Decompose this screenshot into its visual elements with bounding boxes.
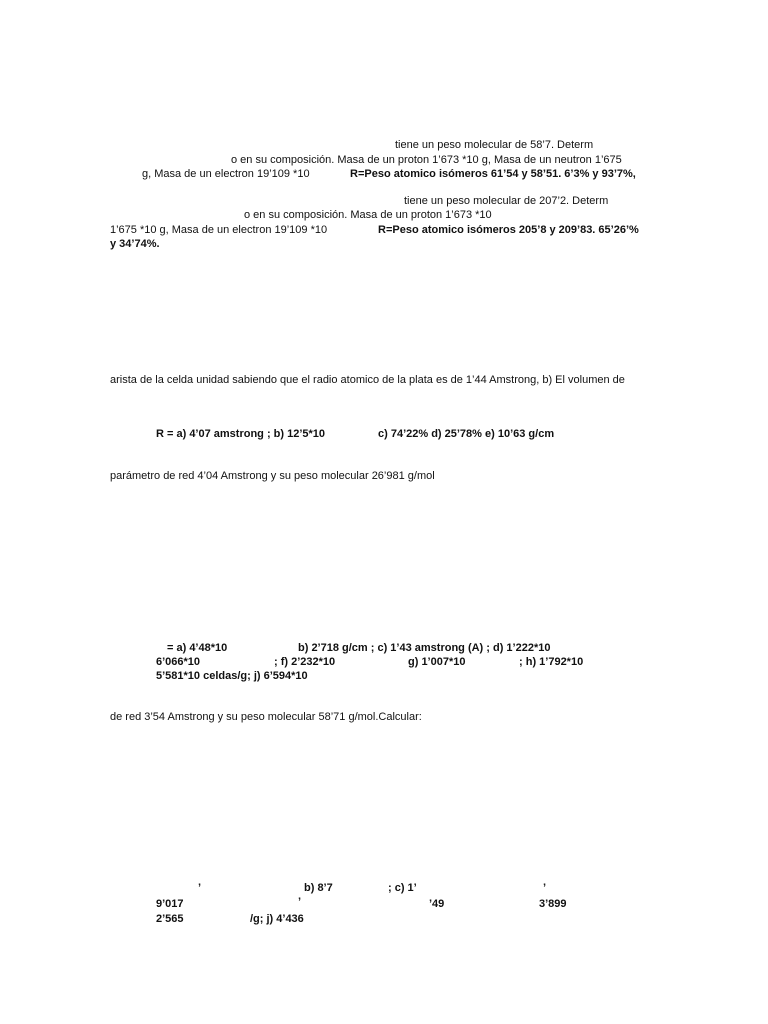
p5-answer-2b: ’ (298, 896, 302, 908)
p4-line-1: parámetro de red 4’04 Amstrong y su peso molecular 26’981 g/mol (110, 470, 435, 482)
p2-line-1: tiene un peso molecular de 207’2. Determ (404, 195, 609, 207)
p3-answer-c: c) 74’22% d) 25’78% e) 10’63 g/cm (378, 428, 555, 440)
p2-answer-cont: y 34’74%. (110, 238, 160, 250)
p5-answer-3a: 2’565 (156, 913, 184, 925)
p5-answer-2a: 9’017 (156, 898, 184, 910)
p4-answer-g: g) 1’007*10 (408, 656, 466, 668)
p5-answer-2d: 3’899 (539, 898, 567, 910)
p3-answer-a: R = a) 4’07 amstrong ; b) 12’5*10 (156, 428, 326, 440)
p1-line-1: tiene un peso molecular de 58’7. Determ (395, 139, 594, 151)
p4-answer-h: ; h) 1’792*10 (519, 656, 584, 668)
p2-line-2: o en su composición. Masa de un proton 1’673 *10 (244, 209, 492, 221)
p4-answer-a: = a) 4’48*10 (167, 642, 228, 654)
p1-line-2: o en su composición. Masa de un proton 1’673 *10 g, Masa de un neutron 1’675 (231, 154, 622, 166)
p3-line-1: arista de la celda unidad sabiendo que el radio atomico de la plata es de 1’44 Amstrong, b) El volumen de (110, 374, 625, 386)
p5-answer-1b: b) 8’7 (304, 882, 333, 894)
p5-line-1: de red 3’54 Amstrong y su peso molecular 58’71 g/mol.Calcular: (110, 711, 422, 723)
p4-answer-b: b) 2’718 g/cm ; c) 1’43 amstrong (A) ; d) 1’222*10 (298, 642, 551, 654)
p2-line-3a: 1’675 *10 g, Masa de un electron 19’109 *10 (110, 224, 328, 236)
p5-answer-2c: ’49 (429, 898, 445, 910)
p4-answer-e: 6’066*10 (156, 656, 201, 668)
p4-answer-i: 5’581*10 celdas/g; j) 6’594*10 (156, 670, 308, 682)
p5-answer-3b: /g; j) 4’436 (250, 913, 304, 925)
p5-answer-1d: ’ (543, 882, 547, 894)
p5-answer-1c: ; c) 1’ (388, 882, 417, 894)
p1-line-3a: g, Masa de un electron 19’109 *10 (142, 168, 310, 180)
p4-answer-f: ; f) 2’232*10 (274, 656, 336, 668)
p2-answer: R=Peso atomico isómeros 205’8 y 209’83. 65’26’% (378, 224, 639, 236)
p1-answer: R=Peso atomico isómeros 61’54 y 58’51. 6’3% y 93’7%, (350, 168, 636, 180)
p5-answer-1a: ’ (198, 882, 202, 894)
